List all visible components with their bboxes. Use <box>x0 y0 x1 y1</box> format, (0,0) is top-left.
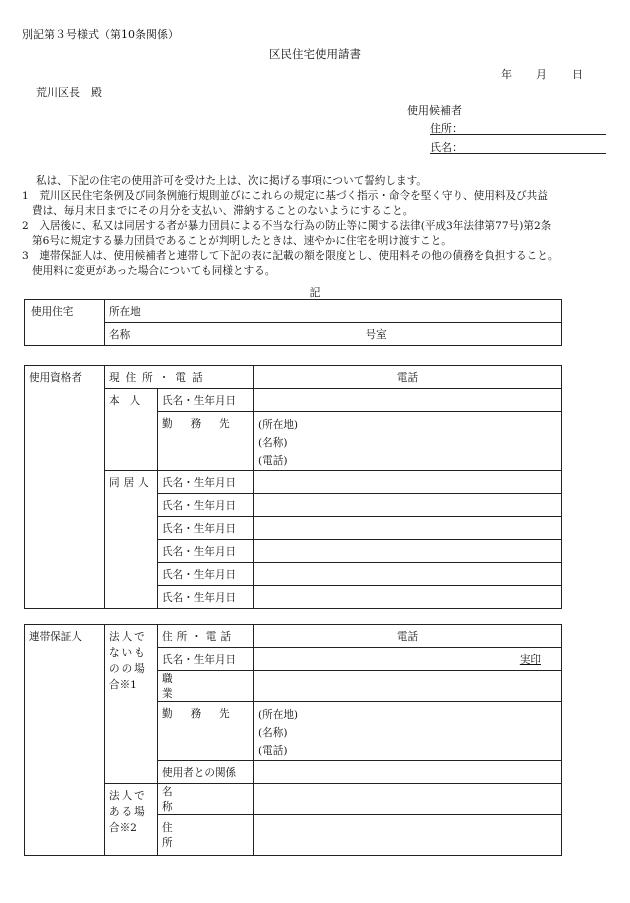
item2-line2: 第6号に規定する暴力団員であることが判明したときは、速やかに住宅を明け渡すこと。 <box>32 235 452 247</box>
self-label: 本人 <box>105 389 158 471</box>
guarantor-seal-label: 実印 <box>519 653 541 666</box>
guarantor-workplace-cell[interactable] <box>254 702 562 761</box>
name-field[interactable] <box>430 139 606 154</box>
cohabitant-row-5-cell[interactable] <box>254 563 562 586</box>
corp-name-cell[interactable] <box>254 784 562 815</box>
qualification-table <box>24 365 562 609</box>
corp-address-label: 住所 <box>158 815 254 856</box>
qual-phone-label: 電話 <box>396 371 419 384</box>
address-field[interactable] <box>430 120 606 135</box>
addressee: 荒川区長 殿 <box>36 86 102 99</box>
cohabitant-row-4-cell[interactable] <box>254 540 562 563</box>
qual-address-phone-label: 現住所・電話 <box>105 366 254 389</box>
housing-name-label: 名称 <box>109 328 131 341</box>
cohabitant-row-5-label: 氏名・生年月日 <box>158 563 254 586</box>
self-name-dob-cell[interactable] <box>254 389 562 412</box>
cohabitant-row-3-label: 氏名・生年月日 <box>158 517 254 540</box>
self-name-dob-label: 氏名・生年月日 <box>158 389 254 412</box>
item1-line1: 1 荒川区民住宅条例及び同条例施行規則並びにこれらの規定に基づく指示・命令を堅く守り、使用料及び共益 <box>22 190 548 202</box>
housing-location-label: 所在地 <box>109 305 141 318</box>
address-label: 住所： <box>430 122 463 135</box>
self-workplace-cell[interactable] <box>254 412 562 471</box>
cohabitant-row-6-label: 氏名・生年月日 <box>158 586 254 609</box>
self-work-phone: (電話) <box>258 455 288 467</box>
guarantor-address-phone-label: 住所・電話 <box>158 625 254 648</box>
item2-line1: 2 入居後に、私又は同居する者が暴力団員による不当な行為の防止等に関する法律(平成3年法律第77号)第2条 <box>22 220 552 232</box>
cohabitant-row-1-cell[interactable] <box>254 471 562 494</box>
guarantor-work-name: (名称) <box>258 727 288 739</box>
guarantor-occupation-cell[interactable] <box>254 671 562 702</box>
guarantor-name-dob-cell[interactable] <box>254 648 562 671</box>
corp-name-label: 名称 <box>158 784 254 815</box>
guarantor-workplace-label: 勤務先 <box>158 702 254 761</box>
guarantor-name-dob-label: 氏名・生年月日 <box>158 648 254 671</box>
guarantor-relationship-cell[interactable] <box>254 761 562 784</box>
guarantor-occupation-label: 職業 <box>158 671 254 702</box>
housing-name-cell[interactable] <box>105 323 562 346</box>
cohabitant-row-6-cell[interactable] <box>254 586 562 609</box>
ki-label: 記 <box>309 286 321 299</box>
item3-line1: 3 連帯保証人は、使用候補者と連帯して下記の表に記載の額を限度とし、使用料その他の債務を負担すること。 <box>22 250 559 262</box>
self-work-location: (所在地) <box>258 419 299 431</box>
qual-phone-cell[interactable] <box>254 366 562 389</box>
form-number: 別記第３号様式（第10条関係） <box>22 28 179 41</box>
housing-header: 使用住宅 <box>25 300 105 346</box>
guarantor-header: 連帯保証人 <box>25 625 105 856</box>
housing-room-label: 号室 <box>365 328 387 341</box>
guarantor-individual-case: 法人で ないも のの場 合※1 <box>105 625 158 784</box>
guarantor-table <box>24 624 562 856</box>
housing-table <box>24 299 562 346</box>
cohabitant-row-2-cell[interactable] <box>254 494 562 517</box>
self-work-name: (名称) <box>258 437 288 449</box>
page-title: 区民住宅使用請書 <box>269 47 361 61</box>
date-day: 日 <box>572 68 583 81</box>
cohabitant-row-2-label: 氏名・生年月日 <box>158 494 254 517</box>
item1-line2: 費は、毎月末日までにその月分を支払い、滞納することのないようにすること。 <box>32 205 414 217</box>
date-month: 月 <box>536 68 547 81</box>
intro-text: 私は、下記の住宅の使用許可を受けた上は、次に掲げる事項について誓約します。 <box>36 175 427 187</box>
cohabitant-row-1-label: 氏名・生年月日 <box>158 471 254 494</box>
pledge-text <box>22 174 622 279</box>
corp-address-cell[interactable] <box>254 815 562 856</box>
guarantor-work-location: (所在地) <box>258 709 299 721</box>
applicant-label: 使用候補者 <box>407 104 462 117</box>
guarantor-phone-label: 電話 <box>396 630 419 643</box>
cohabitant-label: 同居人 <box>105 471 158 609</box>
guarantor-corporate-case: 法人で ある場 合※2 <box>105 784 158 856</box>
cohabitant-row-3-cell[interactable] <box>254 517 562 540</box>
cohabitant-row-4-label: 氏名・生年月日 <box>158 540 254 563</box>
qualification-header: 使用資格者 <box>25 366 105 609</box>
date-year: 年 <box>501 68 512 81</box>
self-workplace-label: 勤務先 <box>158 412 254 471</box>
name-label: 氏名： <box>430 141 463 154</box>
guarantor-relationship-label: 使用者との関係 <box>158 761 254 784</box>
guarantor-work-phone: (電話) <box>258 745 288 757</box>
item3-line2: 使用料に変更があった場合についても同様とする。 <box>32 265 276 277</box>
guarantor-phone-cell[interactable] <box>254 625 562 648</box>
housing-location-cell[interactable] <box>105 300 562 323</box>
